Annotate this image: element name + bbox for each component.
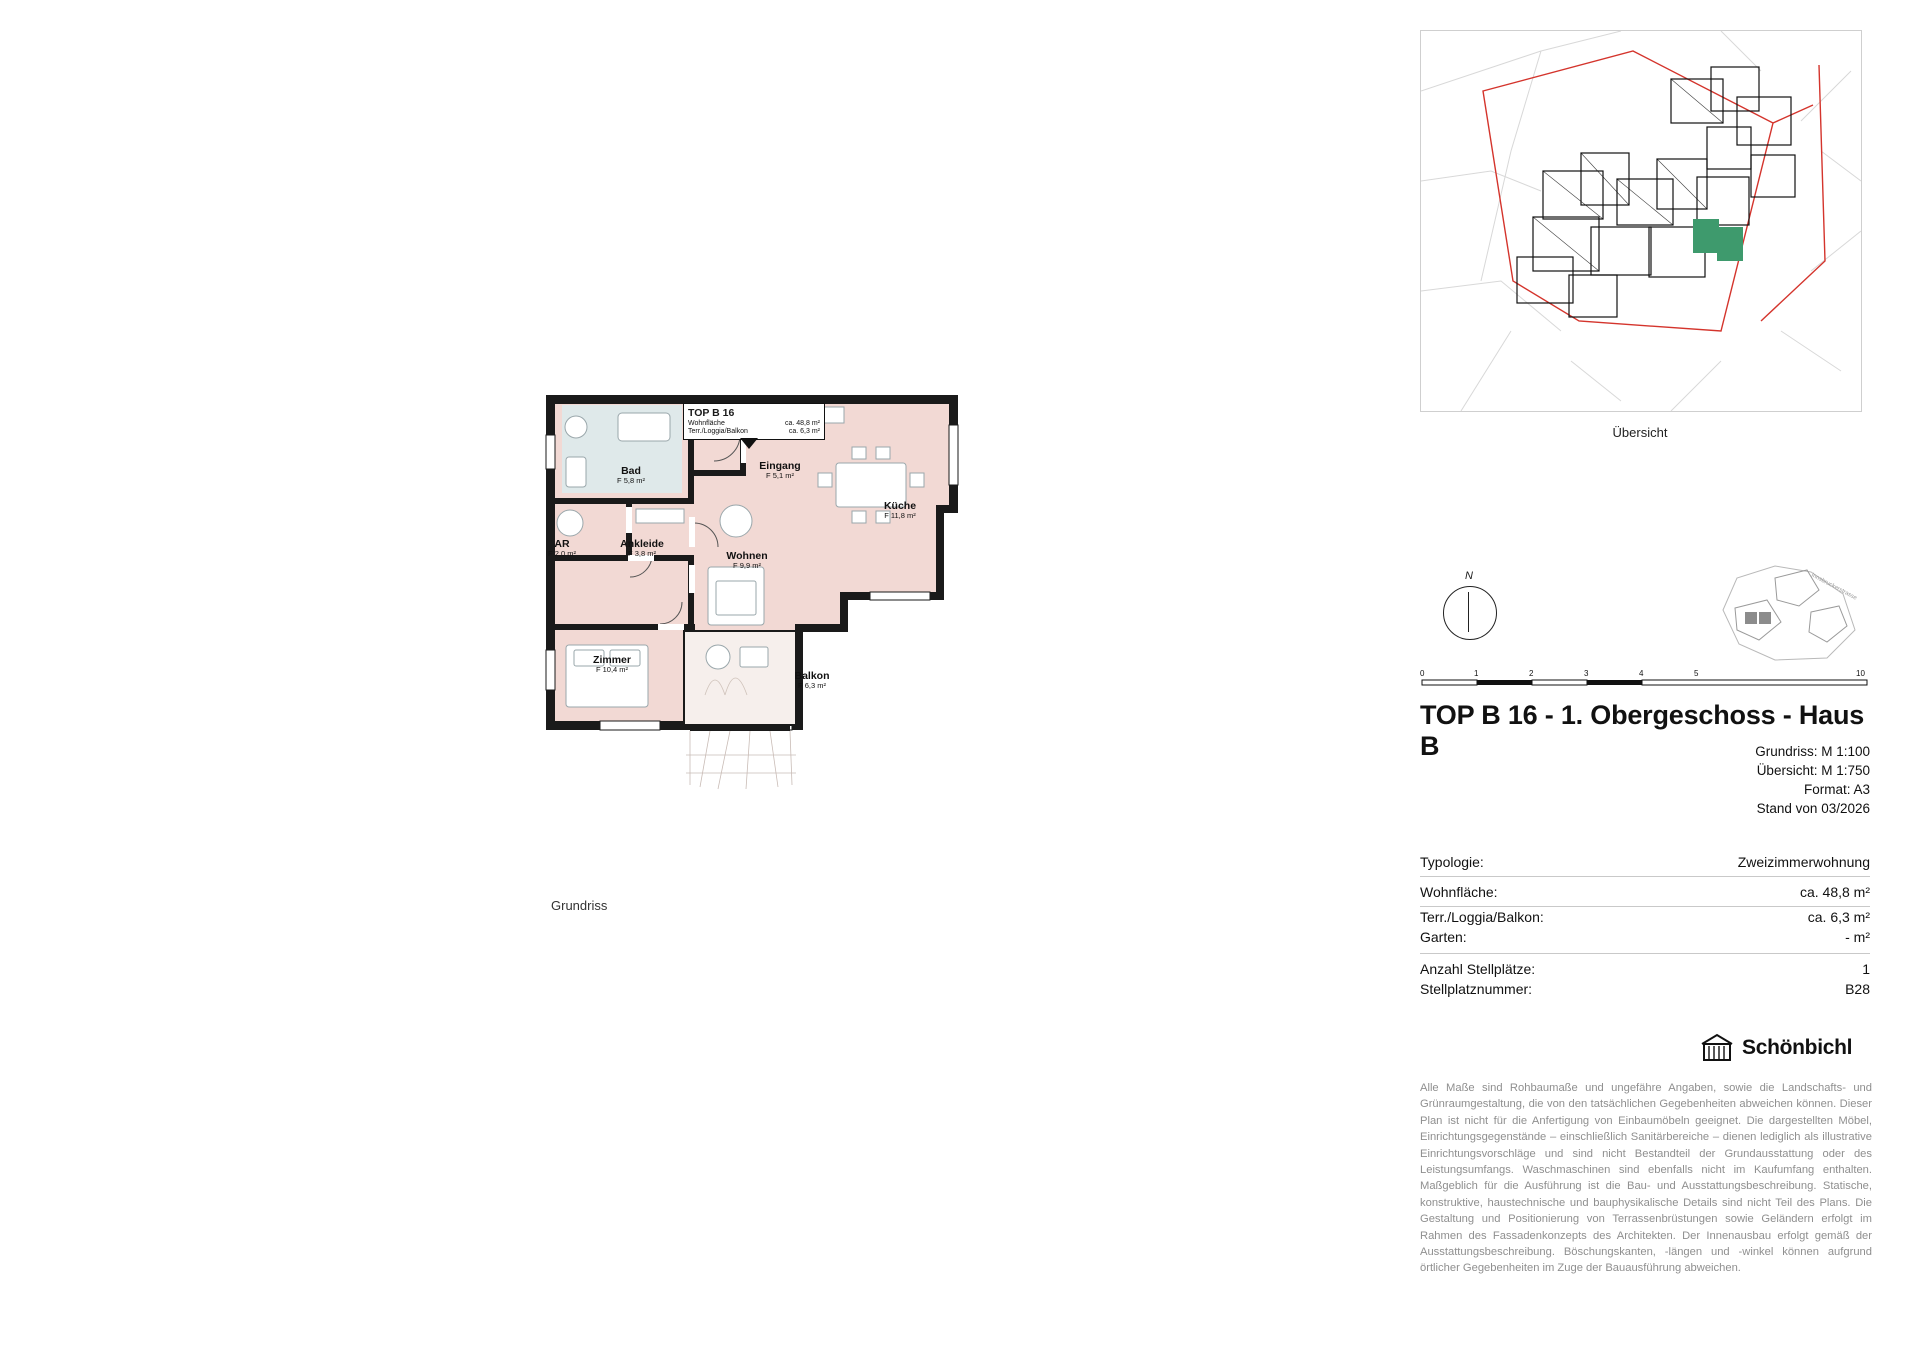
mini-site-icon	[1715, 560, 1865, 665]
spec-group-outdoor	[1420, 907, 1870, 954]
compass-icon	[1435, 572, 1505, 642]
page-title: TOP B 16 - 1. Obergeschoss - Haus B	[1420, 700, 1865, 761]
room-area: F 10,4 m²	[595, 665, 629, 675]
spec-label: Wohnfläche:	[1420, 884, 1498, 900]
unit-callout-title: TOP B 16	[688, 407, 735, 419]
spec-value: Zweizimmerwohnung	[1737, 854, 1870, 870]
unit-callout-row-balkon	[684, 427, 824, 435]
compass-north-label: N	[1465, 570, 1473, 582]
spec-value: - m²	[1845, 929, 1870, 945]
room-name: Ankleide	[620, 538, 664, 550]
overview-map	[1420, 30, 1862, 412]
unit-callout	[683, 403, 825, 440]
street-label: Innsbruckerstrasse	[1810, 572, 1858, 602]
callout-value: ca. 6,3 m²	[788, 428, 820, 435]
room-label-ar	[532, 538, 592, 559]
meta-stand: Stand von 03/2026	[1756, 801, 1870, 816]
spec-row-wohnflaeche	[1420, 877, 1870, 907]
spec-row-garten	[1420, 927, 1870, 947]
meta-uebersicht: Übersicht: M 1:750	[1756, 763, 1870, 778]
svg-text:2: 2	[1529, 669, 1534, 678]
spec-label: Stellplatznummer:	[1420, 981, 1533, 997]
spec-label: Garten:	[1420, 929, 1467, 945]
callout-pointer-icon	[740, 438, 758, 449]
spec-row-stellplatznummer	[1420, 979, 1870, 999]
room-label-ankleide	[600, 538, 684, 559]
room-label-bad	[586, 465, 676, 486]
room-label-zimmer	[570, 654, 654, 675]
spec-value: 1	[1862, 961, 1870, 977]
room-name: AR	[554, 538, 570, 550]
plan-caption: Grundriss	[551, 898, 608, 913]
room-name: Eingang	[759, 460, 801, 472]
spec-value: ca. 48,8 m²	[1799, 884, 1870, 900]
overview-caption-wrap	[1420, 415, 1860, 440]
room-name: Bad	[621, 465, 641, 477]
spec-group-parking	[1420, 954, 1870, 1005]
legal-disclaimer: Alle Maße sind Rohbaumaße und ungefähre Angaben, sowie die Landschafts- und Grünraumgestaltung, die von den tatsächlichen Gegebenheiten abweichen können. Dieser Plan ist nicht für die Anfertigung von Einbaumöbeln geeignet. Die dargestellten Möbel, Einrichtungsgegenstände – einschließlich Sanitärbereiche – dienen lediglich als illustrative Einrichtungsvorschläge und sind nicht Bestandteil der Grundausstattung oder des Leistungsumfangs. Waschmaschinen sind ebenfalls nicht im Kaufumfang enthalten. Maßgeblich für die Ausführung ist die Bau- und Ausstattungsbeschreibung. Statische, konstruktive, haustechnische und bauphysikalische Details sind nicht Teil des Plans. Die Gestaltung und Positionierung von Terrassenbrüstungen sowie Geländern erfolgt im Rahmen des Fassadenkonzepts des Architekten. Der Innenausbau erfolgt gemäß der Ausstattungsbeschreibung. Böschungskanten, -längen und -winkel können aufgrund örtlicher Gegebenheiten im Zuge der Bauausführung abweichen.	[1420, 1082, 1872, 1275]
room-name: Küche	[883, 500, 917, 512]
room-area: F 2,0 m²	[548, 549, 576, 559]
room-name: Zimmer	[593, 654, 631, 666]
room-area: F 6,3 m²	[798, 681, 826, 691]
scale-bar	[1420, 668, 1870, 698]
house-icon	[1700, 1033, 1734, 1063]
room-label-wohnen	[705, 550, 789, 571]
meta-grundriss: Grundriss: M 1:100	[1755, 744, 1870, 759]
room-area: F 5,1 m²	[766, 471, 794, 481]
callout-value: ca. 48,8 m²	[784, 420, 820, 427]
room-name: Balkon	[794, 670, 830, 682]
callout-label: Wohnfläche	[688, 420, 725, 427]
brand-logo	[1700, 1028, 1880, 1068]
svg-text:5: 5	[1694, 669, 1699, 678]
spec-label: Anzahl Stellplätze:	[1420, 961, 1536, 977]
spec-label: Terr./Loggia/Balkon:	[1420, 909, 1544, 925]
svg-text:0: 0	[1420, 669, 1425, 678]
svg-text:3: 3	[1584, 669, 1589, 678]
room-area: F 5,8 m²	[617, 476, 645, 486]
spec-row-balkon	[1420, 907, 1870, 927]
callout-label: Terr./Loggia/Balkon	[688, 428, 748, 435]
spec-row-typologie	[1420, 847, 1870, 877]
room-label-eingang	[735, 460, 825, 481]
spec-label: Typologie:	[1420, 854, 1484, 870]
svg-text:10: 10	[1856, 669, 1865, 678]
room-area: F 3,8 m²	[628, 549, 656, 559]
spec-value: B28	[1845, 981, 1870, 997]
overview-caption: Übersicht	[1612, 425, 1668, 440]
spec-row-stellplaetze	[1420, 954, 1870, 979]
overview-panel	[1420, 30, 1870, 412]
spec-table	[1420, 847, 1870, 1005]
meta-block	[1420, 742, 1870, 818]
svg-text:1: 1	[1474, 669, 1479, 678]
room-label-balkon	[770, 670, 854, 691]
unit-callout-row-wohnflaeche	[684, 419, 824, 427]
svg-text:4: 4	[1639, 669, 1644, 678]
room-area: F 11,8 m²	[884, 511, 916, 521]
brand-name: Schönbichl	[1742, 1036, 1853, 1059]
room-name: Wohnen	[726, 550, 768, 562]
room-area: F 9,9 m²	[733, 561, 761, 571]
room-label-kueche	[855, 500, 945, 521]
spec-value: ca. 6,3 m²	[1807, 909, 1870, 925]
meta-format: Format: A3	[1803, 782, 1870, 797]
